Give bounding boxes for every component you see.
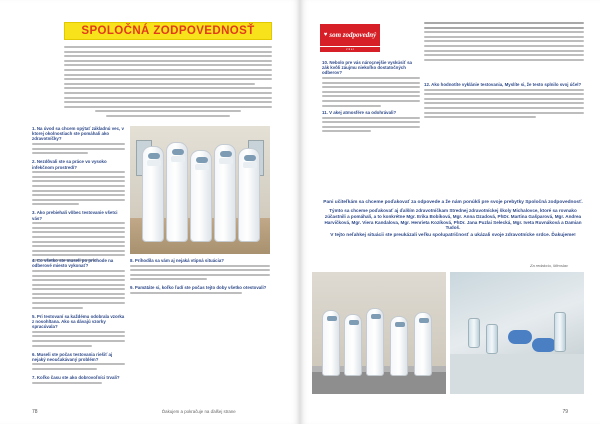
qa-block (130, 285, 270, 294)
photo-sample-handling (450, 272, 584, 394)
thank-you-closing: V tejto neľahkej situácii ste preukázali veľku spolupatričnosť a ukázali svoje zdravotnícke srdce. Ďakujeme! (330, 233, 576, 239)
qa-block (130, 258, 270, 280)
qa-block (32, 126, 125, 154)
question: 10. Nebolo pre vás nároçnejšie vyskúsiť sa zák kvôli záujmu niekoľko dostatočných odberov? (322, 60, 412, 76)
question: 4. Co všetko ste museli po príchode na odberové miesto vykonať? (32, 258, 114, 269)
article-title: SPOLOČNÁ ZODPOVEDNOSŤ (81, 25, 255, 37)
intro-paragraph (64, 46, 272, 120)
page-number-left: 78 (32, 409, 38, 415)
editorial-signature: Za redakciu, Miroslav (530, 263, 569, 268)
campaign-logo (320, 24, 380, 46)
interview-column-left-lower (32, 258, 125, 389)
qa-block (32, 159, 125, 205)
continued-note: Ďakujem a pokračuje na ďalšej strane (162, 409, 236, 414)
question: 2. Nezdôvali ste sa práce vo vysoko infekčnom prostredí? (32, 159, 107, 170)
article-title-banner (64, 22, 272, 40)
question: 3. Ako prebiehali vôbec testovanie všetci vás? (32, 210, 118, 221)
logo-text: som zodpovedný (329, 30, 377, 39)
qa-block (32, 210, 125, 261)
logo-subtitle: z š s i (320, 47, 380, 52)
page-number-right: 79 (562, 409, 568, 415)
photo-team-lab (312, 272, 446, 394)
question: 9. Pamätáte si, koľko ľudí ste počas tejto doby všetko otestovali? (130, 285, 267, 291)
qa-block (322, 60, 420, 109)
thank-you-section (322, 200, 584, 239)
qa-block (32, 352, 125, 371)
right-page (300, 0, 600, 424)
thank-you-intro: Pani učiteľkám sa chceme poďakovať za odpovede a že nám ponúkli pre svoje prebytky Spoločná zodpovednosť. (323, 200, 583, 205)
interview-column-middle (130, 258, 270, 299)
question: 7. Koľko času ste ako dobrovoľníci trvali? (32, 375, 120, 381)
question: 8. Príhodila sa vám aj nejaká vtipná situácia? (130, 258, 224, 263)
qa-block (32, 314, 125, 347)
qa-block (32, 375, 125, 384)
qa-block (322, 110, 420, 135)
qa-block (424, 82, 584, 121)
question: 6. Museli ste počas testovania riešiť aj nejaký neoučakávaný problém? (32, 351, 113, 362)
question: 11. V akej atmosfére sa odohrávali? (322, 110, 397, 115)
question: 1. Na úvod sa chcem opýtať základnú vec, v ktorej okolnostiach ste pomáhali ako zdravotníčky? (32, 126, 124, 142)
question: 5. Pri testovaní sa každému odobrala vzorka z nosohltana. Ako sa dávajú vzorky spracúvala? (32, 313, 125, 330)
qa-block (32, 258, 125, 309)
thank-you-names: Týmto sa chceme poďakovať aj ďalším zdravotníčkam Strednej zdravotníckej školy Michalovce, ktoré sa rovnako zúčastnili a pomáhali, a to konkrétne Mgr. Erika Bobíková, Mgr. Anna Dzadová, PhDr. Martina Gašparová, Mgr. Andrea Harvičková, Mgr. Viera Kandalova, Mgr. Henrieta Kozíková, PhDr. Jana Puzlai Selecká, Mgr. Iveta Ruvnáková a Damian Tudoš. (324, 208, 582, 231)
qa-block (424, 22, 584, 63)
interview-column-left (32, 126, 125, 269)
heart-icon: ♥ (323, 31, 328, 38)
photo-testing-team (130, 126, 270, 254)
question: 12. Ako hodnotíte vyklánie testovania, Myslíte si, že testo splnilo svoj účel? (424, 82, 582, 87)
